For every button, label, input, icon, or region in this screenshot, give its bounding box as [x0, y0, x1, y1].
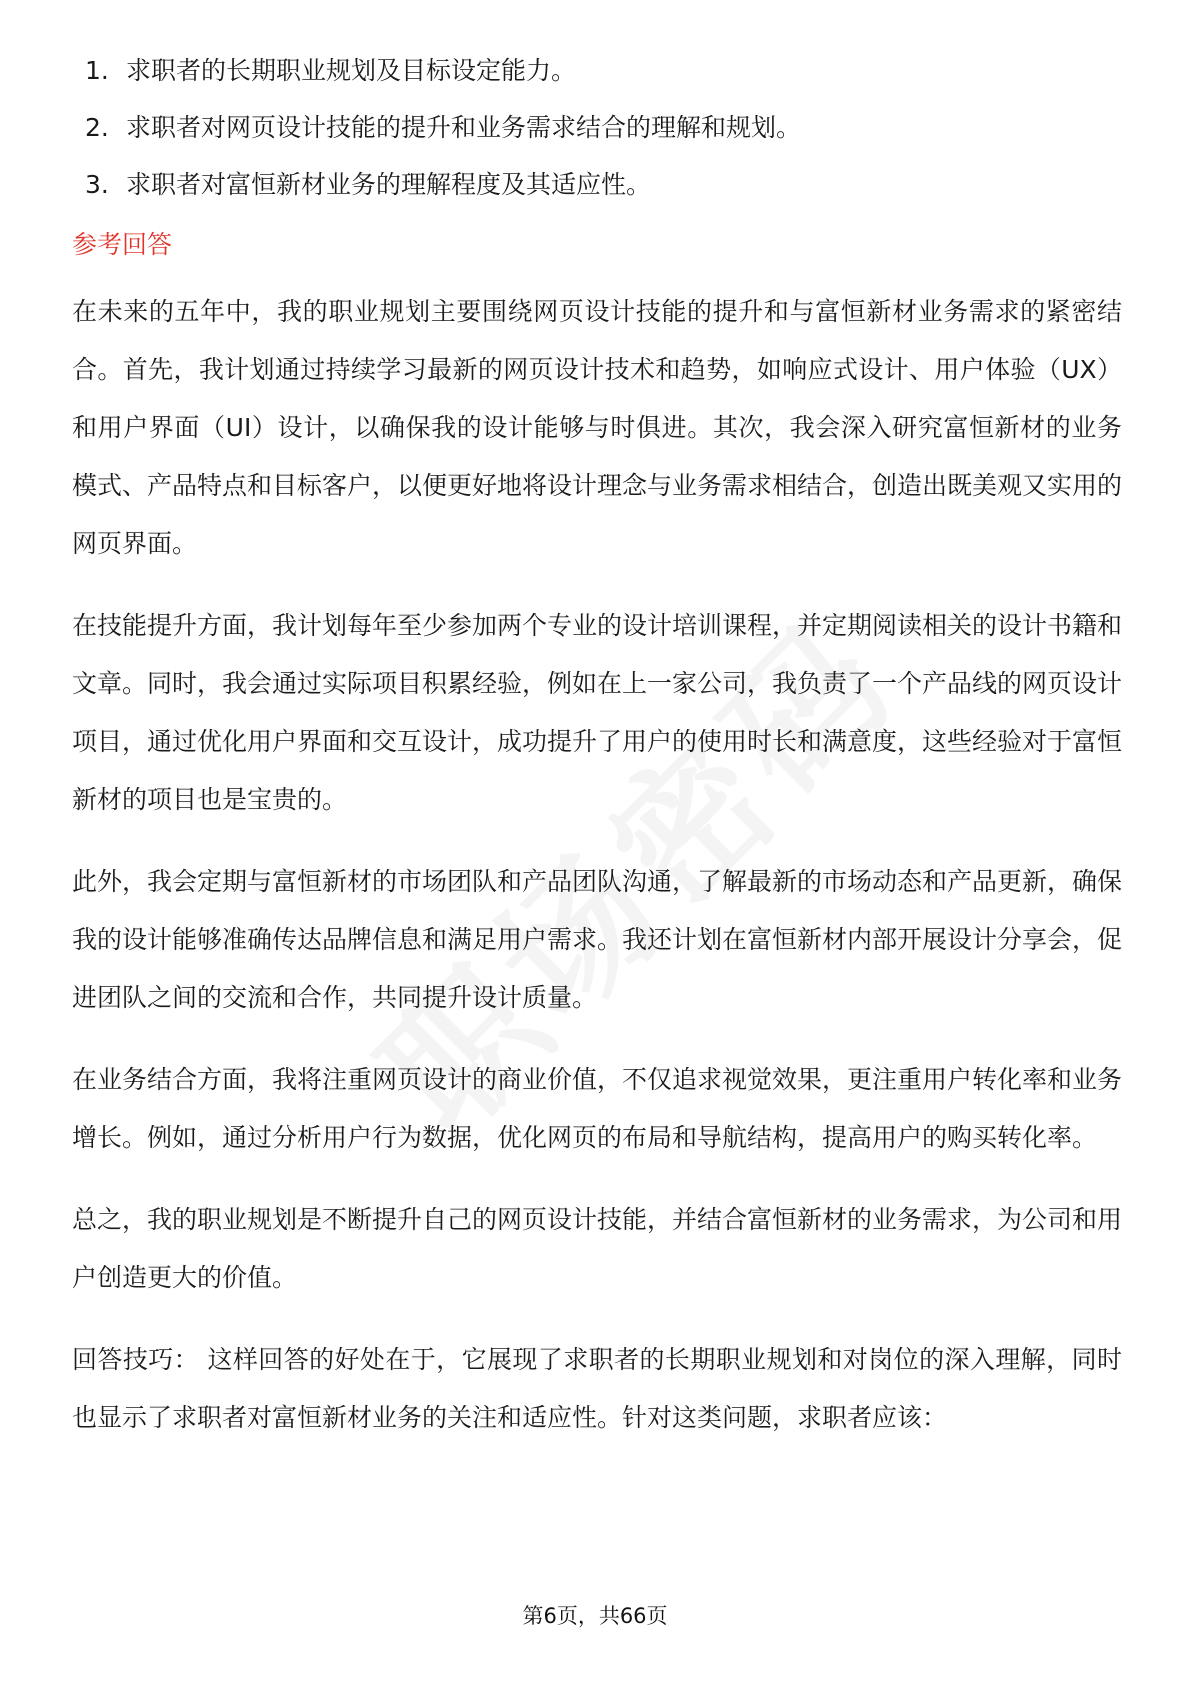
answer-paragraph: 在业务结合方面，我将注重网页设计的商业价值，不仅追求视觉效果，更注重用户转化率和业务增长。例如，通过分析用户行为数据，优化网页的布局和导航结构，提高用户的购买转化率。 [72, 1065, 1123, 1152]
question-list [72, 42, 1122, 213]
list-item-text: 求职者的长期职业规划及目标设定能力。 [126, 56, 577, 85]
page-content [72, 42, 1122, 1471]
answer-paragraph: 在技能提升方面，我计划每年至少参加两个专业的设计培训课程，并定期阅读相关的设计书籍和文章。同时，我会通过实际项目积累经验，例如在上一家公司，我负责了一个产品线的网页设计项目，通过优化用户界面和交互设计，成功提升了用户的使用时长和满意度，这些经验对于富恒新材的项目也是宝贵的。 [72, 611, 1123, 814]
list-number: 3. [85, 170, 109, 199]
list-number: 1. [85, 56, 109, 85]
page-number: 第6页，共66页 [522, 1604, 668, 1628]
answer-paragraph: 在未来的五年中，我的职业规划主要围绕网页设计技能的提升和与富恒新材业务需求的紧密结合。首先，我计划通过持续学习最新的网页设计技术和趋势，如响应式设计、用户体验（UX）和用户界面（UI）设计，以确保我的设计能够与时俱进。其次，我会深入研究富恒新材的业务模式、产品特点和目标客户，以便更好地将设计理念与业务需求相结合，创造出既美观又实用的网页界面。 [72, 297, 1123, 558]
answer-paragraph: 总之，我的职业规划是不断提升自己的网页设计技能，并结合富恒新材的业务需求，为公司和用户创造更大的价值。 [72, 1205, 1123, 1292]
answer-paragraph: 此外，我会定期与富恒新材的市场团队和产品团队沟通，了解最新的市场动态和产品更新，确保我的设计能够准确传达品牌信息和满足用户需求。我还计划在富恒新材内部开展设计分享会，促进团队之间的交流和合作，共同提升设计质量。 [72, 867, 1123, 1012]
answer-heading: 参考回答 [72, 230, 173, 259]
list-item [72, 99, 1122, 156]
list-item [72, 42, 1122, 99]
list-item-text: 求职者对网页设计技能的提升和业务需求结合的理解和规划。 [126, 113, 802, 142]
list-number: 2. [85, 113, 109, 142]
list-item [72, 156, 1122, 213]
answer-tips-paragraph: 回答技巧： 这样回答的好处在于，它展现了求职者的长期职业规划和对岗位的深入理解，同时也显示了求职者对富恒新材业务的关注和适应性。针对这类问题，求职者应该： [72, 1345, 1122, 1432]
list-item-text: 求职者对富恒新材业务的理解程度及其适应性。 [126, 170, 652, 199]
